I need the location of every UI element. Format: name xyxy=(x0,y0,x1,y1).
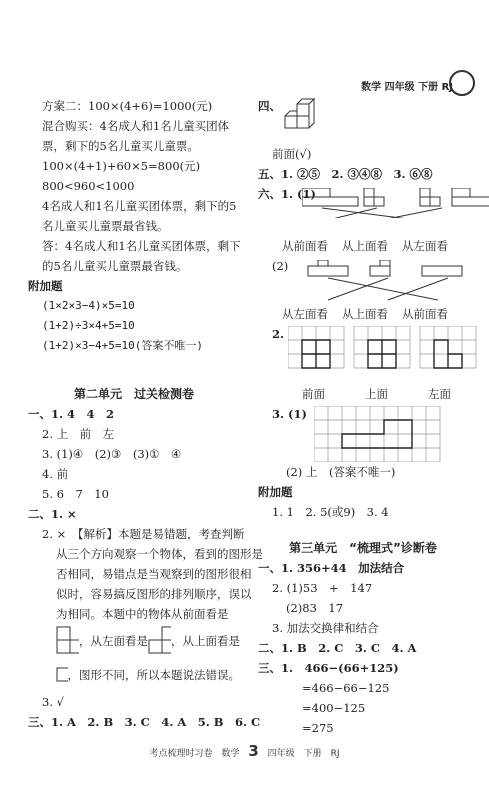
q4-label: 四、 xyxy=(258,99,281,113)
page-footer xyxy=(0,742,489,760)
text-line: 2. × 【解析】本题是易错题，考查判断 xyxy=(42,527,245,541)
figure-row xyxy=(28,624,240,658)
view-label: 从前面看 xyxy=(282,239,328,253)
text-line: 的5名儿童买儿童票最省钱。 xyxy=(42,259,188,273)
page-number: 3 xyxy=(248,742,259,760)
view-label: 从左面看 xyxy=(282,307,328,321)
footer-right: 四年级 下册 RJ xyxy=(267,749,340,759)
q2 xyxy=(258,324,468,384)
view-label: 前面 xyxy=(302,387,325,401)
text-line: 五、1. ②⑤ 2. ③④⑧ 3. ⑥⑧ xyxy=(258,167,433,181)
unit2-title: 第二单元 过关检测卷 xyxy=(73,387,194,401)
left-column xyxy=(28,96,263,732)
q6-2 xyxy=(258,256,468,304)
view-label: 从上面看 xyxy=(342,239,388,253)
figure-text: ，图形不同，所以本题说法错误。 xyxy=(67,668,240,682)
text-line: 5. 6 7 10 xyxy=(42,487,109,501)
text-line: 4. 前 xyxy=(42,467,69,481)
text-line: (2) 上 (答案不唯一) xyxy=(286,465,396,479)
text-line: 三、1. A 2. B 3. C 4. A 5. B 6. C xyxy=(28,715,261,729)
text-line: 一、1. 356+44 加法结合 xyxy=(258,561,405,575)
unit3-title: 第三单元 “梳理式”诊断卷 xyxy=(289,541,437,555)
text-line: 二、1. B 2. C 3. C 4. A xyxy=(258,641,417,655)
text-line: (2)83 17 xyxy=(286,601,344,615)
text-line: 3. √ xyxy=(42,695,64,709)
text-line: =400−125 xyxy=(302,701,366,715)
right-column xyxy=(258,96,468,738)
left-view-figure xyxy=(148,626,171,656)
q6-2-label: (2) xyxy=(272,259,289,273)
text-line: 混合购买：4名成人和1名儿童买团体 xyxy=(42,119,230,133)
view-label: 从上面看 xyxy=(342,307,388,321)
text-line: 方案二：100×(4+6)=1000(元) xyxy=(42,99,213,113)
q6-1-views xyxy=(258,236,468,256)
text-line: 为相同。本题中的物体从前面看是 xyxy=(56,607,229,621)
figure-text: ，从上面看是 xyxy=(171,634,240,648)
text-line: 2. 上 前 左 xyxy=(42,427,115,441)
q2-views xyxy=(258,384,468,404)
text-line: 二、1. × xyxy=(28,507,77,521)
view-label: 上面 xyxy=(365,387,388,401)
q6-2-figures xyxy=(298,260,489,304)
q6-1-label: 六、1. (1) xyxy=(258,187,316,201)
bonus-title: 附加题 xyxy=(258,485,293,499)
text-line: 100×(4+1)+60×5=800(元) xyxy=(42,159,201,173)
text-line: 否相同，易错点是当观察到的图形很相 xyxy=(56,567,252,581)
view-label: 从前面看 xyxy=(402,307,448,321)
front-view-figure xyxy=(56,626,79,656)
figure-row xyxy=(28,658,240,692)
figure-text: ，从左面看是 xyxy=(79,634,148,648)
q3 xyxy=(258,404,468,462)
text-line: 似时，容易搞反图形的排列顺序，误以 xyxy=(56,587,252,601)
text-line: (1+2)÷3×4+5=10 xyxy=(42,319,135,332)
q6-2-views xyxy=(258,304,468,324)
page-header: 数学 四年级 下册 RJ xyxy=(361,82,453,93)
text-line: 800<960<1000 xyxy=(42,179,135,193)
q6-1-figures xyxy=(302,188,489,218)
q3-grid xyxy=(314,406,454,462)
view-label: 左面 xyxy=(428,387,451,401)
text-line: 名儿童买儿童票最省钱。 xyxy=(42,219,169,233)
q4-caption: 前面(√) xyxy=(272,147,312,161)
q2-label: 2. xyxy=(272,327,285,341)
text-line: =275 xyxy=(302,721,334,735)
q3-label: 3. (1) xyxy=(272,407,307,421)
q6-1 xyxy=(258,184,468,236)
text-line: 答：4名成人和1名儿童买团体票，剩下 xyxy=(42,239,241,253)
text-line: 4名成人和1名儿童买团体票，剩下的5 xyxy=(42,199,237,213)
text-line: 2. (1)53 + 147 xyxy=(272,581,373,595)
view-label: 从左面看 xyxy=(402,239,448,253)
text-line: 三、1. 466−(66+125) xyxy=(258,661,399,675)
logo-icon xyxy=(449,70,475,96)
text-line: 3. (1)④ (2)③ (3)① ④ xyxy=(42,447,182,461)
footer-left: 考点梳理时习卷 数学 xyxy=(149,749,240,759)
text-line: =466−66−125 xyxy=(302,681,390,695)
text-line: 1. 1 2. 5(或9) 3. 4 xyxy=(272,505,389,519)
cube-figure xyxy=(281,96,327,146)
top-view-figure xyxy=(56,660,68,690)
text-line: (1+2)×3−4+5=10(答案不唯一) xyxy=(42,339,203,352)
text-line: 从三个方向观察一个物体，看到的图形是 xyxy=(56,547,263,561)
q2-grids xyxy=(288,326,478,382)
text-line: 票，剩下的5名儿童买儿童票。 xyxy=(42,139,199,153)
bonus-title: 附加题 xyxy=(28,279,63,293)
text-line: 一、1. 4 4 2 xyxy=(28,407,115,421)
text-line: (1×2×3−4)×5=10 xyxy=(42,299,135,312)
text-line: 3. 加法交换律和结合 xyxy=(272,621,379,635)
